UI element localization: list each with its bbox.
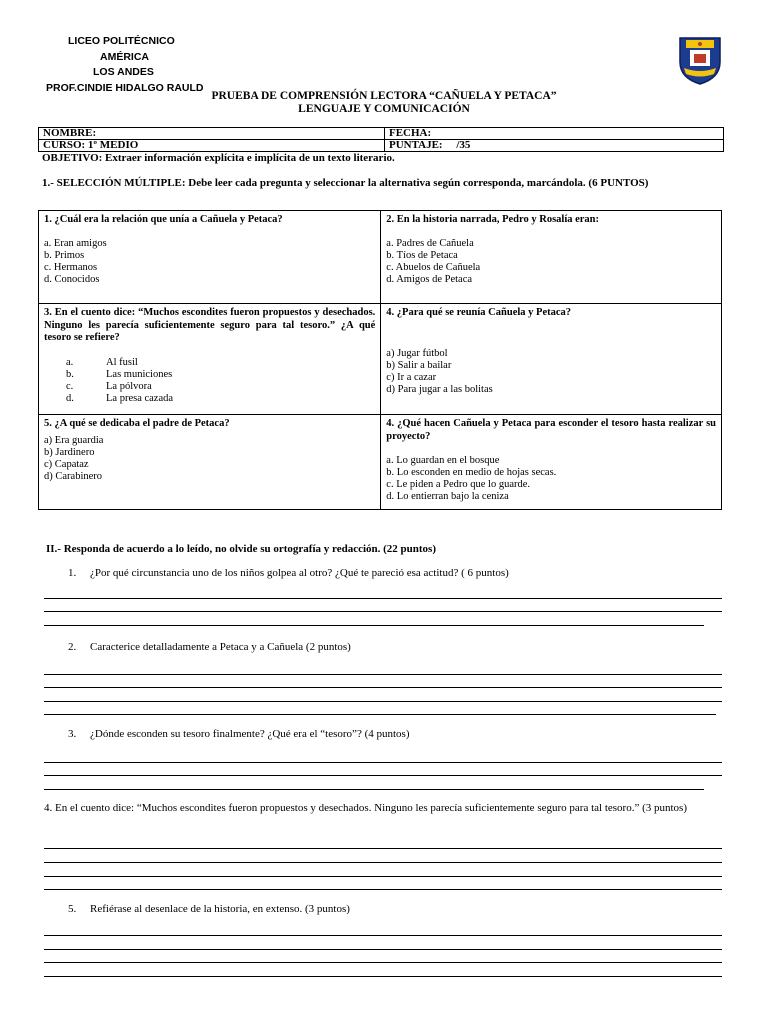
answer-line[interactable] [44, 714, 716, 715]
option[interactable]: a) Era guardia [44, 434, 104, 446]
open-question-4: 4. En el cuento dice: “Muchos escondites fueron propuestos y desechados. Ninguno les parecía suficientemente seguro para tal tesoro.” (3 puntos) [44, 802, 687, 814]
answer-line[interactable] [44, 687, 722, 688]
option[interactable]: a. Padres de Cañuela [386, 237, 474, 249]
option[interactable]: d. La presa cazada [66, 392, 174, 404]
open-question-5: 5. Refiérase al desenlace de la historia, en extenso. (3 puntos) [68, 903, 350, 915]
question-text: 1. ¿Cuál era la relación que unía a Cañuela y Petaca? [44, 214, 283, 225]
option[interactable]: b) Jardinero [44, 446, 95, 458]
answer-line[interactable] [44, 976, 722, 977]
section-2-instructions: II.- Responda de acuerdo a lo leído, no olvide su ortografía y redacción. (22 puntos) [46, 543, 437, 555]
option[interactable]: b) Salir a bailar [386, 359, 452, 371]
option[interactable]: d) Para jugar a las bolitas [386, 383, 493, 395]
puntaje-label: PUNTAJE: [389, 139, 443, 151]
puntaje-field[interactable] [385, 140, 724, 152]
fecha-field[interactable]: FECHA: [385, 128, 724, 140]
option[interactable]: a. Eran amigos [44, 237, 107, 249]
question-text: 4. ¿Para qué se reunía Cañuela y Petaca? [386, 307, 572, 318]
objective: OBJETIVO: Extraer información explícita e implícita de un texto literario. [42, 152, 395, 164]
mc-question-4 [381, 304, 722, 415]
question-text: 2. En la historia narrada, Pedro y Rosalía eran: [386, 214, 600, 225]
school-name: LICEO POLITÉCNICO [68, 35, 175, 47]
puntaje-value: /35 [456, 139, 471, 151]
answer-line[interactable] [44, 876, 722, 877]
answer-line[interactable] [44, 598, 722, 599]
option[interactable]: d. Lo entierran bajo la ceniza [386, 491, 509, 502]
teacher-name: PROF.CINDIE HIDALGO RAULD [46, 81, 204, 94]
mc-question-1 [39, 211, 381, 304]
curso-field: CURSO: 1º MEDIO [39, 140, 385, 152]
answer-line[interactable] [44, 789, 704, 790]
open-question-3: 3. ¿Dónde esconden su tesoro finalmente? ¿Qué era el “tesoro”? (4 puntos) [68, 728, 410, 740]
mc-question-3 [39, 304, 381, 415]
option[interactable]: c) Capataz [44, 458, 89, 470]
school-name-2: AMÉRICA [100, 50, 149, 63]
option[interactable]: a. Lo guardan en el bosque [386, 455, 500, 466]
school-crest-icon [676, 34, 724, 86]
answer-line[interactable] [44, 674, 722, 675]
mc-question-5 [39, 415, 381, 510]
question-text: 3. En el cuento dice: “Muchos escondites fueron propuestos y desechados. Ninguno les parecía suficientemente seguro para tal tesoro.” ¿A qué tesoro se refiere? [44, 307, 376, 343]
school-location: LOS ANDES [93, 66, 154, 78]
option[interactable]: c. Abuelos de Cañuela [386, 261, 481, 273]
nombre-field[interactable]: NOMBRE: [39, 128, 385, 140]
question-text: 5. ¿A qué se dedicaba el padre de Petaca? [44, 418, 230, 429]
answer-line[interactable] [44, 889, 722, 890]
question-text: 4. ¿Qué hacen Cañuela y Petaca para esconder el tesoro hasta realizar su proyecto? [386, 418, 716, 442]
answer-line[interactable] [44, 625, 704, 626]
answer-line[interactable] [44, 762, 722, 763]
option[interactable]: c. Hermanos [44, 261, 98, 273]
option[interactable]: b. Lo esconden en medio de hojas secas. [386, 467, 557, 478]
answer-line[interactable] [44, 962, 722, 963]
option[interactable]: d. Conocidos [44, 273, 100, 285]
answer-line[interactable] [44, 949, 722, 950]
open-question-1: 1. ¿Por qué circunstancia uno de los niños golpea al otro? ¿Qué te pareció esa actitud? ( 6 puntos) [68, 567, 509, 579]
section-1-instructions: 1.- SELECCIÓN MÚLTIPLE: Debe leer cada pregunta y seleccionar la alternativa según corresponda, marcándola. (6 PUNTOS) [42, 177, 649, 189]
mc-question-6 [381, 415, 722, 510]
mc-question-2 [381, 211, 722, 304]
option[interactable]: b. Tíos de Petaca [386, 249, 458, 261]
school-header [46, 34, 246, 96]
answer-line[interactable] [44, 862, 722, 863]
subject-title: LENGUAJE Y COMUNICACIÓN [298, 103, 470, 115]
option[interactable]: c. Le piden a Pedro que lo guarde. [386, 479, 531, 490]
option[interactable]: d. Amigos de Petaca [386, 273, 473, 285]
option[interactable]: b. Primos [44, 249, 85, 261]
answer-line[interactable] [44, 775, 722, 776]
open-question-2: 2. Caracterice detalladamente a Petaca y a Cañuela (2 puntos) [68, 641, 351, 653]
option[interactable]: c) Ir a cazar [386, 371, 437, 383]
multiple-choice-table [38, 210, 722, 510]
answer-line[interactable] [44, 611, 722, 612]
option[interactable]: c. La pólvora [66, 380, 152, 392]
option[interactable]: a. Al fusil [66, 356, 138, 368]
exam-title: PRUEBA DE COMPRENSIÓN LECTORA “CAÑUELA Y PETACA” [211, 90, 557, 102]
option[interactable]: d) Carabinero [44, 470, 103, 482]
option[interactable]: b. Las municiones [66, 368, 173, 380]
answer-line[interactable] [44, 701, 722, 702]
student-info-table [38, 127, 724, 152]
answer-line[interactable] [44, 848, 722, 849]
answer-line[interactable] [44, 935, 722, 936]
option[interactable]: a) Jugar fútbol [386, 347, 448, 359]
